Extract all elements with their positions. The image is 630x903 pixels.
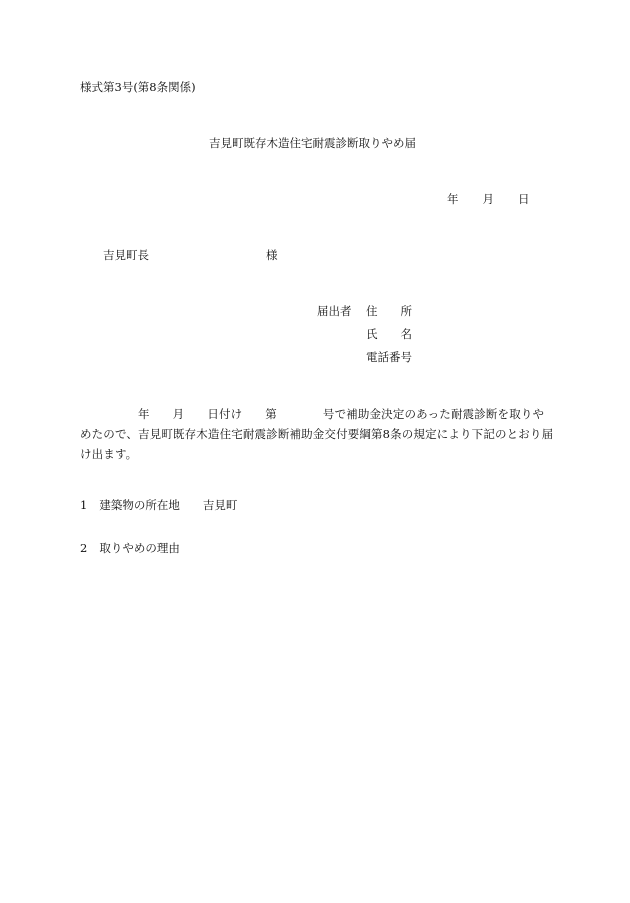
item-1-number: 1 bbox=[80, 498, 88, 512]
item-1-label: 建築物の所在地 bbox=[99, 498, 180, 512]
date-day-label: 日 bbox=[518, 192, 530, 206]
form-title: 吉見町既存木造住宅耐震診断取りやめ届 bbox=[209, 136, 416, 150]
applicant-address-label bbox=[366, 306, 412, 318]
body-line-1-rest: 号で補助金決定のあった耐震診断を取りや bbox=[322, 407, 545, 421]
body-line-3: け出ます。 bbox=[80, 447, 138, 461]
body-day-label: 日付け bbox=[207, 407, 243, 421]
body-year-label: 年 bbox=[138, 407, 150, 421]
name-label-char-2: 名 bbox=[400, 327, 412, 341]
name-label-char-1: 氏 bbox=[366, 327, 378, 341]
address-label-char-2: 所 bbox=[400, 304, 412, 318]
applicant-name-label bbox=[366, 329, 412, 341]
item-1-value: 吉見町 bbox=[202, 498, 238, 512]
addressee-name: 吉見町長 bbox=[103, 248, 149, 262]
addressee-honorific: 様 bbox=[266, 248, 278, 262]
body-month-label: 月 bbox=[172, 407, 185, 421]
date-line bbox=[447, 194, 530, 206]
date-month-label: 月 bbox=[482, 192, 494, 206]
applicant-label: 届出者 bbox=[317, 304, 352, 318]
address-label-char-1: 住 bbox=[366, 304, 378, 318]
form-number: 様式第3号(第8条関係) bbox=[80, 80, 196, 94]
item-2-label: 取りやめの理由 bbox=[99, 541, 180, 555]
body-line-1 bbox=[80, 404, 550, 424]
body-line-2: めたので、吉見町既存木造住宅耐震診断補助金交付要綱第8条の規定により下記のとおり届 bbox=[80, 427, 554, 441]
body-paragraph bbox=[80, 404, 554, 464]
item-2-number: 2 bbox=[80, 541, 88, 555]
date-year-label: 年 bbox=[447, 192, 459, 206]
item-1 bbox=[80, 500, 237, 512]
applicant-phone-label: 電話番号 bbox=[366, 350, 412, 364]
item-2 bbox=[80, 543, 180, 555]
body-number-prefix: 第 bbox=[265, 407, 277, 421]
